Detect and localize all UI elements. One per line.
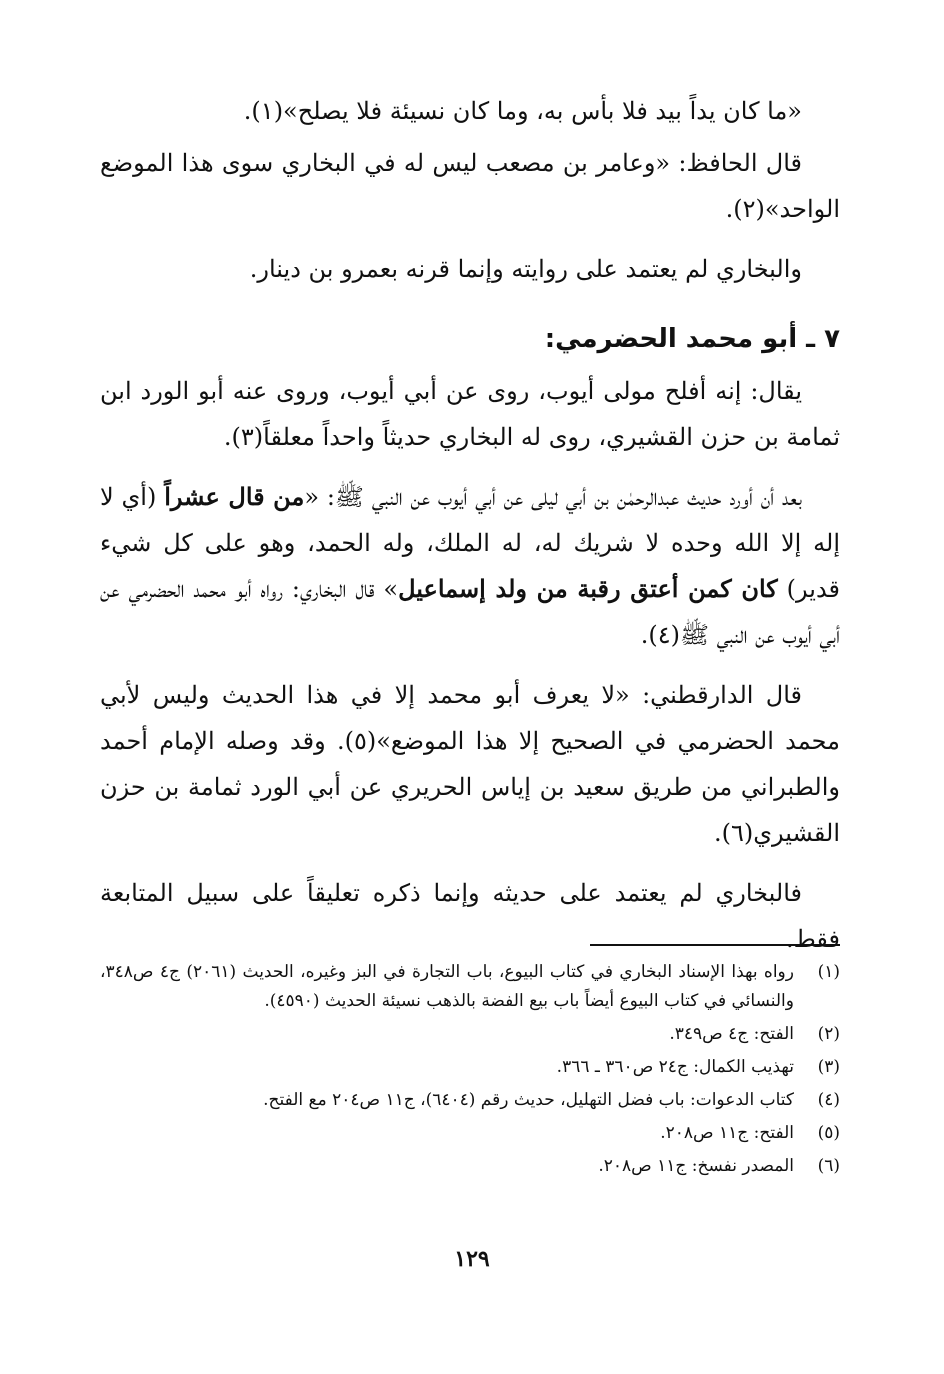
footnote-text: رواه بهذا الإسناد البخاري في كتاب البيوع، باب التجارة في البز وغيره، الحديث (٢٠٦١) ج٤ ص٣٤٨، والنسائي في كتاب البيوع أيضاً باب بيع الفضة بالذهب نسيئة الحديث (٤٥٩٠). (100, 962, 794, 1011)
footnote-item (100, 1152, 840, 1181)
hadith-closing-text: » قال البخاري: رواه أبو محمد الحضرمي عن أبي أيوب عن النبي ﷺ(٤). (100, 575, 840, 649)
paragraph-hadith-quote: «ما كان يداً بيد فلا بأس به، وما كان نسيئة فلا يصلح»(١). (243, 97, 802, 125)
footnote-number: (٤) (817, 1090, 840, 1110)
footnote-text: المصدر نفسخ: ج١١ ص٢٠٨. (598, 1156, 794, 1176)
footnote-text: كتاب الدعوات: باب فضل التهليل، حديث رقم (٦٤٠٤)، ج١١ ص٢٠٤ مع الفتح. (263, 1090, 794, 1110)
footnote-item (100, 1086, 840, 1115)
main-text (100, 88, 840, 962)
footnote-text: الفتح: ج٤ ص٣٤٩. (669, 1024, 794, 1044)
footnote-item (100, 1053, 840, 1082)
footnote-number: (٢) (817, 1024, 840, 1044)
footnote-divider (590, 944, 840, 946)
footnote-text: تهذيب الكمال: ج٢٤ ص٣٦٠ ـ ٣٦٦. (556, 1057, 794, 1077)
section-heading: ٧ ـ أبو محمد الحضرمي: (544, 324, 840, 354)
paragraph-hadith-text (100, 474, 840, 658)
hadith-intro-text: بعد أن أورد حديث عبدالرحمٰن بن أبي ليلى عن أبي أيوب عن النبي ﷺ: « (304, 483, 803, 511)
footnote-number: (٥) (817, 1123, 840, 1143)
footnote-text: الفتح: ج١١ ص٢٠٨. (660, 1123, 794, 1143)
footnote-number: (١) (817, 962, 840, 982)
paragraph-bukhari-note: والبخاري لم يعتمد على روايته وإنما قرنه بعمرو بن دينار. (249, 255, 802, 283)
footnote-item (100, 1020, 840, 1049)
footnote-number: (٦) (817, 1156, 840, 1176)
hadith-bold-phrase-1: من قال عشراً (164, 482, 305, 511)
footnote-number: (٣) (817, 1057, 840, 1077)
footnote-item (100, 1119, 840, 1148)
footnotes (100, 944, 840, 1185)
paragraph-narrator-bio: يقال: إنه أفلح مولى أيوب، روى عن أبي أيوب، وروى عنه أبو الورد ابن ثمامة بن حزن القشيري، روى له البخاري حديثاً واحداً معلقاً(٣). (100, 377, 840, 451)
paragraph-conclusion: فالبخاري لم يعتمد على حديثه وإنما ذكره تعليقاً على سبيل المتابعة فقط. (100, 879, 840, 953)
hadith-bold-phrase-2: كان كمن أعتق رقبة من ولد إسماعيل (398, 574, 778, 603)
paragraph-daraqutni-quote: قال الدارقطني: «لا يعرف أبو محمد إلا في هذا الحديث وليس لأبي محمد الحضرمي في الصحيح إلا هذا الموضع»(٥). وقد وصله الإمام أحمد والطبراني من طريق سعيد بن إياس الحريري عن أبي الورد ثمامة بن حزن القشيري(٦). (100, 681, 840, 847)
page-number: ١٢٩ (454, 1246, 490, 1272)
paragraph-hafiz-quote: قال الحافظ: «وعامر بن مصعب ليس له في البخاري سوى هذا الموضع الواحد»(٢). (100, 149, 840, 223)
hadith-middle-text: (أي لا إله إلا الله وحده لا شريك له، له الملك، وله الحمد، وهو على كل شيء قدير) (100, 483, 841, 603)
footnote-item (100, 958, 840, 1016)
